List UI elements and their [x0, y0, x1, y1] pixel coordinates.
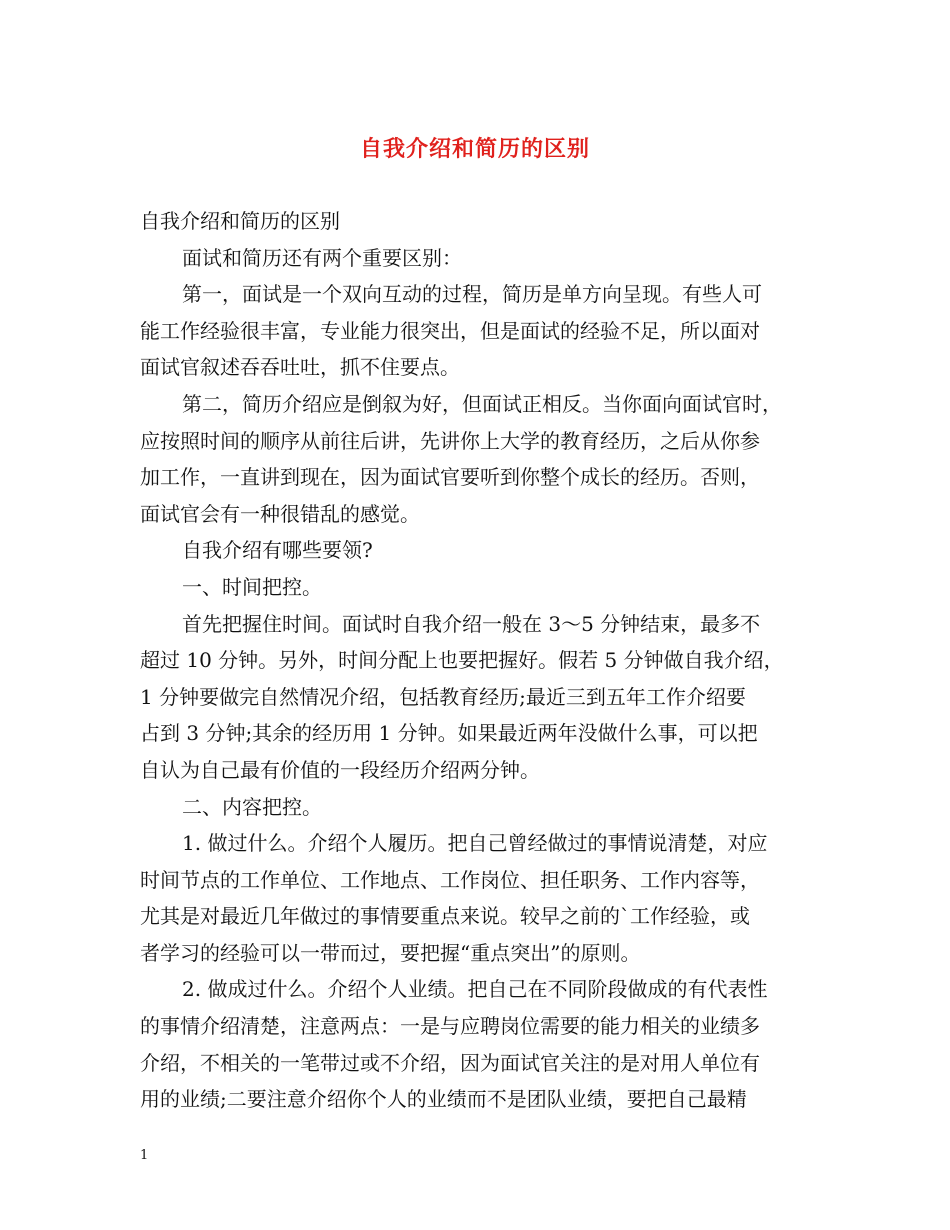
text-line: 时间节点的工作单位、工作地点、工作岗位、担任职务、工作内容等， — [140, 867, 760, 892]
text-line: 超过 10 分钟。另外，时间分配上也要把握好。假若 5 分钟做自我介绍， — [140, 648, 784, 673]
text-line: 1. 做过什么。介绍个人履历。把自己曾经做过的事情说清楚，对应 — [182, 831, 768, 856]
page-number: 1 — [140, 1148, 149, 1163]
text-line: 自我介绍和简历的区别 — [140, 209, 340, 233]
text-line: 首先把握住时间。面试时自我介绍一般在 3～5 分钟结束，最多不 — [182, 611, 761, 636]
text-line: 面试和简历还有两个重要区别： — [182, 245, 462, 270]
text-line: 应按照时间的顺序从前往后讲，先讲你上大学的教育经历，之后从你参 — [140, 428, 760, 453]
text-line: 二、内容把控。 — [182, 794, 322, 819]
document-title: 自我介绍和简历的区别 — [359, 136, 590, 162]
text-line: 面试官会有一种很错乱的感觉。 — [140, 501, 420, 526]
text-line: 自认为自己最有价值的一段经历介绍两分钟。 — [140, 757, 540, 782]
text-line: 介绍，不相关的一笔带过或不介绍，因为面试官关注的是对用人单位有 — [140, 1050, 760, 1075]
text-line: 第一，面试是一个双向互动的过程，简历是单方向呈现。有些人可 — [182, 282, 762, 307]
text-line: 的事情介绍清楚，注意两点：一是与应聘岗位需要的能力相关的业绩多 — [140, 1014, 760, 1039]
text-line: 一、时间把控。 — [182, 574, 322, 599]
text-line: 1 分钟要做完自然情况介绍，包括教育经历;最近三到五年工作介绍要 — [140, 684, 746, 709]
text-line: 用的业绩;二要注意介绍你个人的业绩而不是团队业绩，要把自己最精 — [140, 1087, 747, 1112]
text-line: 能工作经验很丰富，专业能力很突出，但是面试的经验不足，所以面对 — [140, 318, 760, 343]
text-line: 面试官叙述吞吞吐吐，抓不住要点。 — [140, 355, 460, 380]
text-line: 2. 做成过什么。介绍个人业绩。把自己在不同阶段做成的有代表性 — [182, 977, 768, 1002]
text-line: 自我介绍有哪些要领? — [182, 538, 373, 563]
text-line: 占到 3 分钟;其余的经历用 1 分钟。如果最近两年没做什么事，可以把 — [140, 721, 758, 746]
text-line: 第二，简历介绍应是倒叙为好，但面试正相反。当你面向面试官时， — [182, 391, 782, 416]
text-line: 加工作，一直讲到现在，因为面试官要听到你整个成长的经历。否则， — [140, 465, 760, 490]
text-line: 尤其是对最近几年做过的事情要重点来说。较早之前的`工作经验，或 — [140, 904, 750, 929]
document-body — [140, 203, 820, 1118]
text-line: 者学习的经验可以一带而过，要把握“重点突出”的原则。 — [140, 940, 641, 965]
